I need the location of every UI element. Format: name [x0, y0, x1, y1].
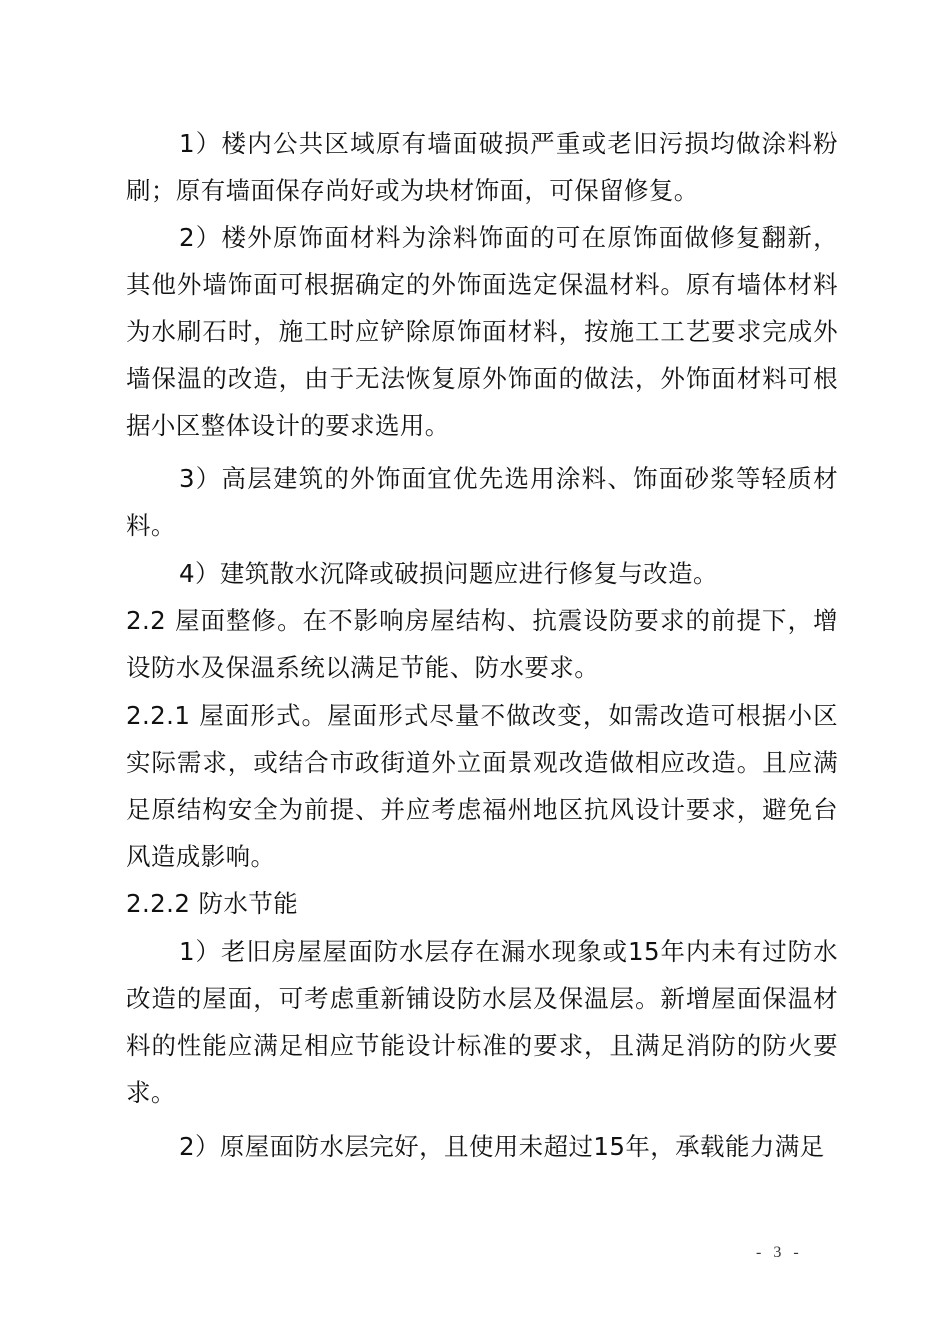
section-2-2-2-heading: 2.2.2 防水节能	[126, 889, 299, 918]
paragraph-4-apron-repair: 4）建筑散水沉降或破损问题应进行修复与改造。	[179, 559, 718, 588]
paragraph-3-high-rise-finish: 3）高层建筑的外饰面宜优先选用涂料、饰面砂浆等轻质材料。	[126, 464, 838, 540]
paragraph-2-exterior-finish: 2）楼外原饰面材料为涂料饰面的可在原饰面做修复翻新，其他外墙饰面可根据确定的外饰面选定保温材料。原有墙体材料为水刷石时，施工时应铲除原饰面材料，按施工工艺要求完成外墙保温的改造，由于无法恢复原外饰面的做法，外饰面材料可根据小区整体设计的要求选用。	[126, 223, 838, 440]
section-2-2-1-roof-form: 2.2.1 屋面形式。屋面形式尽量不做改变，如需改造可根据小区实际需求，或结合市政街道外立面景观改造做相应改造。且应满足原结构安全为前提、并应考虑福州地区抗风设计要求，避免台风造成影响。	[126, 701, 838, 871]
paragraph-waterproof-1: 1）老旧房屋屋面防水层存在漏水现象或15年内未有过防水改造的屋面，可考虑重新铺设防水层及保温层。新增屋面保温材料的性能应满足相应节能设计标准的要求，且满足消防的防火要求。	[126, 937, 838, 1107]
page-number: - 3 -	[756, 1244, 803, 1261]
section-2-2-roof-repair: 2.2 屋面整修。在不影响房屋结构、抗震设防要求的前提下，增设防水及保温系统以满足节能、防水要求。	[126, 606, 838, 682]
paragraph-1-interior-walls: 1）楼内公共区域原有墙面破损严重或老旧污损均做涂料粉刷；原有墙面保存尚好或为块材饰面，可保留修复。	[126, 129, 838, 205]
paragraph-waterproof-2: 2）原屋面防水层完好，且使用未超过15年，承载能力满足	[179, 1132, 825, 1161]
